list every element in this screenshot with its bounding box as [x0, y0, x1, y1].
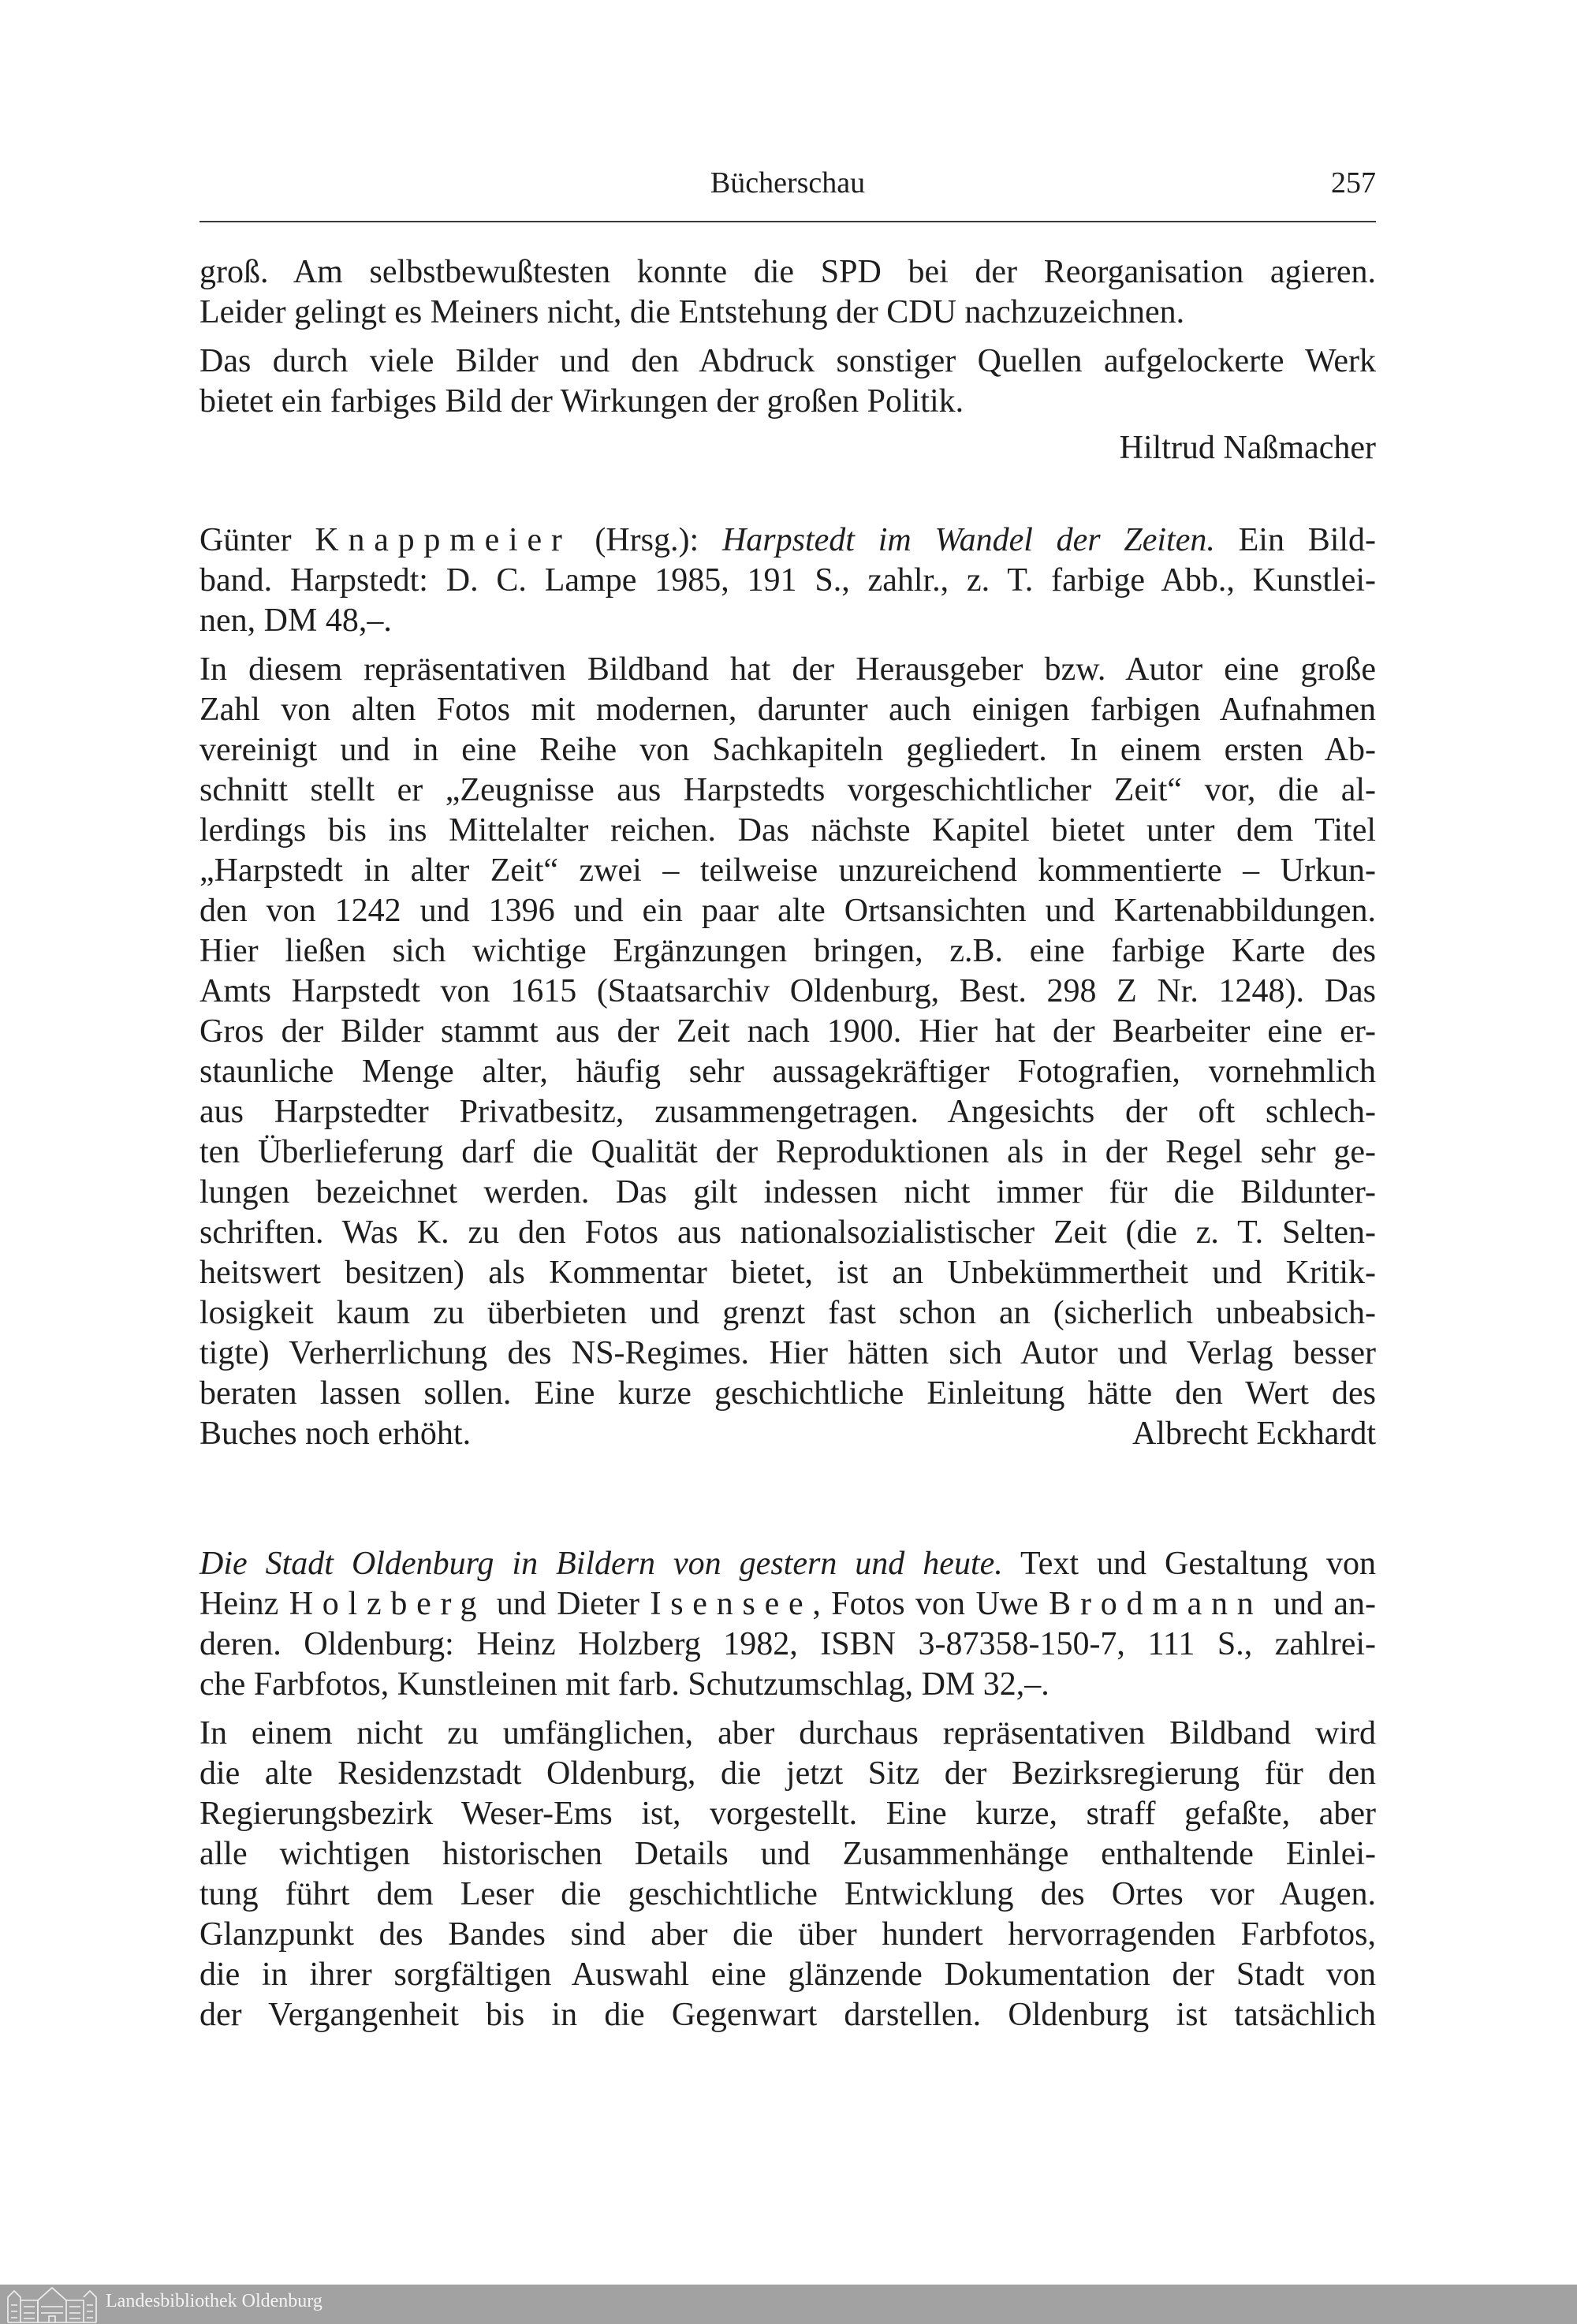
text-line: Zahl von alten Fotos mit modernen, darunter auch einigen farbigen Aufnahmen: [199, 692, 1376, 728]
header-rule: [199, 221, 1376, 222]
text-line: ten Überlieferung darf die Qualität der Reproduktionen als in der Regel sehr ge-: [199, 1134, 1376, 1170]
text-line: der Vergangenheit bis in die Gegenwart darstellen. Oldenburg ist tatsächlich: [199, 1997, 1376, 2033]
text-line: In diesem repräsentativen Bildband hat der Herausgeber bzw. Autor eine große: [199, 651, 1376, 688]
bibliographic-entry-line: [199, 1584, 1376, 1624]
bibliographic-entry: [199, 520, 1376, 560]
running-head: [199, 166, 1376, 205]
book-title: Harpstedt im Wandel der Zeiten.: [721, 522, 1215, 558]
page-number: 257: [1331, 166, 1376, 200]
author-first-name: Heinz: [199, 1586, 279, 1622]
bibliographic-entry-line: nen, DM 48,–.: [199, 602, 392, 639]
text-line: schnitt stellt er „Zeugnisse aus Harpstedts vorgeschichtlicher Zeit“ vor, die al-: [199, 772, 1376, 808]
text-line: Gros der Bilder stammt aus der Zeit nach 1900. Hier hat der Bearbeiter eine er-: [199, 1013, 1376, 1050]
text-line: Hier ließen sich wichtige Ergänzungen bringen, z.B. eine farbige Karte des: [199, 933, 1376, 969]
bibliographic-entry-line: deren. Oldenburg: Heinz Holzberg 1982, ISBN 3-87358-150-7, 111 S., zahlrei-: [199, 1626, 1376, 1662]
text-line: schriften. Was K. zu den Fotos aus nationalsozialistischer Zeit (die z. T. Selten-: [199, 1214, 1376, 1251]
text-line: tung führt dem Leser die geschichtliche Entwicklung des Ortes vor Augen.: [199, 1876, 1376, 1912]
bibliographic-entry-line: che Farbfotos, Kunstleinen mit farb. Schutzumschlag, DM 32,–.: [199, 1666, 1049, 1703]
text-line: die alte Residenzstadt Oldenburg, die jetzt Sitz der Bezirksregierung für den: [199, 1755, 1376, 1792]
author-last-name: Knappmeier: [315, 522, 572, 558]
author-last-name: Holzberg: [289, 1586, 487, 1622]
text-line: Amts Harpstedt von 1615 (Staatsarchiv Oldenburg, Best. 298 Z Nr. 1248). Das: [199, 973, 1376, 1009]
text-line: heitswert besitzen) als Kommentar bietet, ist an Unbekümmertheit und Kritik-: [199, 1255, 1376, 1291]
text-line: Das durch viele Bilder und den Abdruck sonstiger Quellen aufgelockerte Werk: [199, 343, 1376, 379]
text-line: den von 1242 und 1396 und ein paar alte Ortsansichten und Kartenabbildungen.: [199, 893, 1376, 929]
biblio-text: und an-: [1273, 1586, 1376, 1622]
library-building-icon: [6, 2286, 98, 2324]
text-line: die in ihrer sorgfältigen Auswahl eine glänzende Dokumentation der Stadt von: [199, 1957, 1376, 1993]
photographer-last-name: Brodmann: [1049, 1586, 1263, 1622]
text-line: vereinigt und in eine Reihe von Sachkapiteln gegliedert. In einem ersten Ab-: [199, 732, 1376, 768]
author-first-name: Günter: [199, 522, 292, 558]
biblio-text: und Dieter: [496, 1586, 640, 1622]
editor-role: (Hrsg.):: [595, 522, 699, 558]
biblio-text: Text und Gestaltung von: [1020, 1546, 1377, 1582]
text-line: losigkeit kaum zu überbieten und grenzt fast schon an (sicherlich unbeabsich-: [199, 1295, 1376, 1331]
text-line: Glanzpunkt des Bandes sind aber die über hundert hervorragenden Farbfotos,: [199, 1916, 1376, 1953]
text-line: groß. Am selbstbewußtesten konnte die SPD bei der Reorganisation agieren.: [199, 254, 1376, 290]
text-line: beraten lassen sollen. Eine kurze geschichtliche Einleitung hätte den Wert des: [199, 1375, 1376, 1412]
text-line: Buches noch erhöht.: [199, 1416, 472, 1452]
biblio-text: Ein Bild-: [1238, 522, 1377, 558]
text-line: aus Harpstedter Privatbesitz, zusammengetragen. Angesichts der oft schlech-: [199, 1094, 1376, 1130]
text-line: staunliche Menge alter, häufig sehr aussagekräftiger Fotografien, vornehmlich: [199, 1054, 1376, 1090]
library-name: Landesbibliothek Oldenburg: [106, 2291, 322, 2311]
library-footer-bar: [0, 2285, 1577, 2324]
bibliographic-entry: [199, 1544, 1376, 1584]
reviewer-signature: Albrecht Eckhardt: [1131, 1416, 1376, 1452]
text-line: Regierungsbezirk Weser-Ems ist, vorgestellt. Eine kurze, straff gefaßte, aber: [199, 1796, 1376, 1832]
text-line: tigte) Verherrlichung des NS-Regimes. Hier hätten sich Autor und Verlag besser: [199, 1335, 1376, 1371]
running-title: Bücherschau: [710, 166, 866, 200]
text-line: lerdings bis ins Mittelalter reichen. Das nächste Kapitel bietet unter dem Titel: [199, 812, 1376, 849]
text-line: lungen bezeichnet werden. Das gilt indessen nicht immer für die Bildunter-: [199, 1174, 1376, 1210]
bibliographic-entry-line: band. Harpstedt: D. C. Lampe 1985, 191 S., zahlr., z. T. farbige Abb., Kunstlei-: [199, 562, 1376, 599]
reviewer-signature: Hiltrud Naßmacher: [1119, 430, 1376, 466]
text-line: Leider gelingt es Meiners nicht, die Entstehung der CDU nachzuzeichnen.: [199, 294, 1185, 330]
text-line: In einem nicht zu umfänglichen, aber durchaus repräsentativen Bildband wird: [199, 1715, 1376, 1751]
text-line: bietet ein farbiges Bild der Wirkungen der großen Politik.: [199, 383, 964, 420]
biblio-text: , Fotos von Uwe: [812, 1586, 1038, 1622]
book-title: Die Stadt Oldenburg in Bildern von gestern und heute.: [199, 1546, 1003, 1582]
text-line: alle wichtigen historischen Details und Zusammenhänge enthaltende Einlei-: [199, 1836, 1376, 1872]
author-last-name: Isensee: [650, 1586, 813, 1622]
text-line: „Harpstedt in alter Zeit“ zwei – teilweise unzureichend kommentierte – Urkun-: [199, 852, 1376, 889]
